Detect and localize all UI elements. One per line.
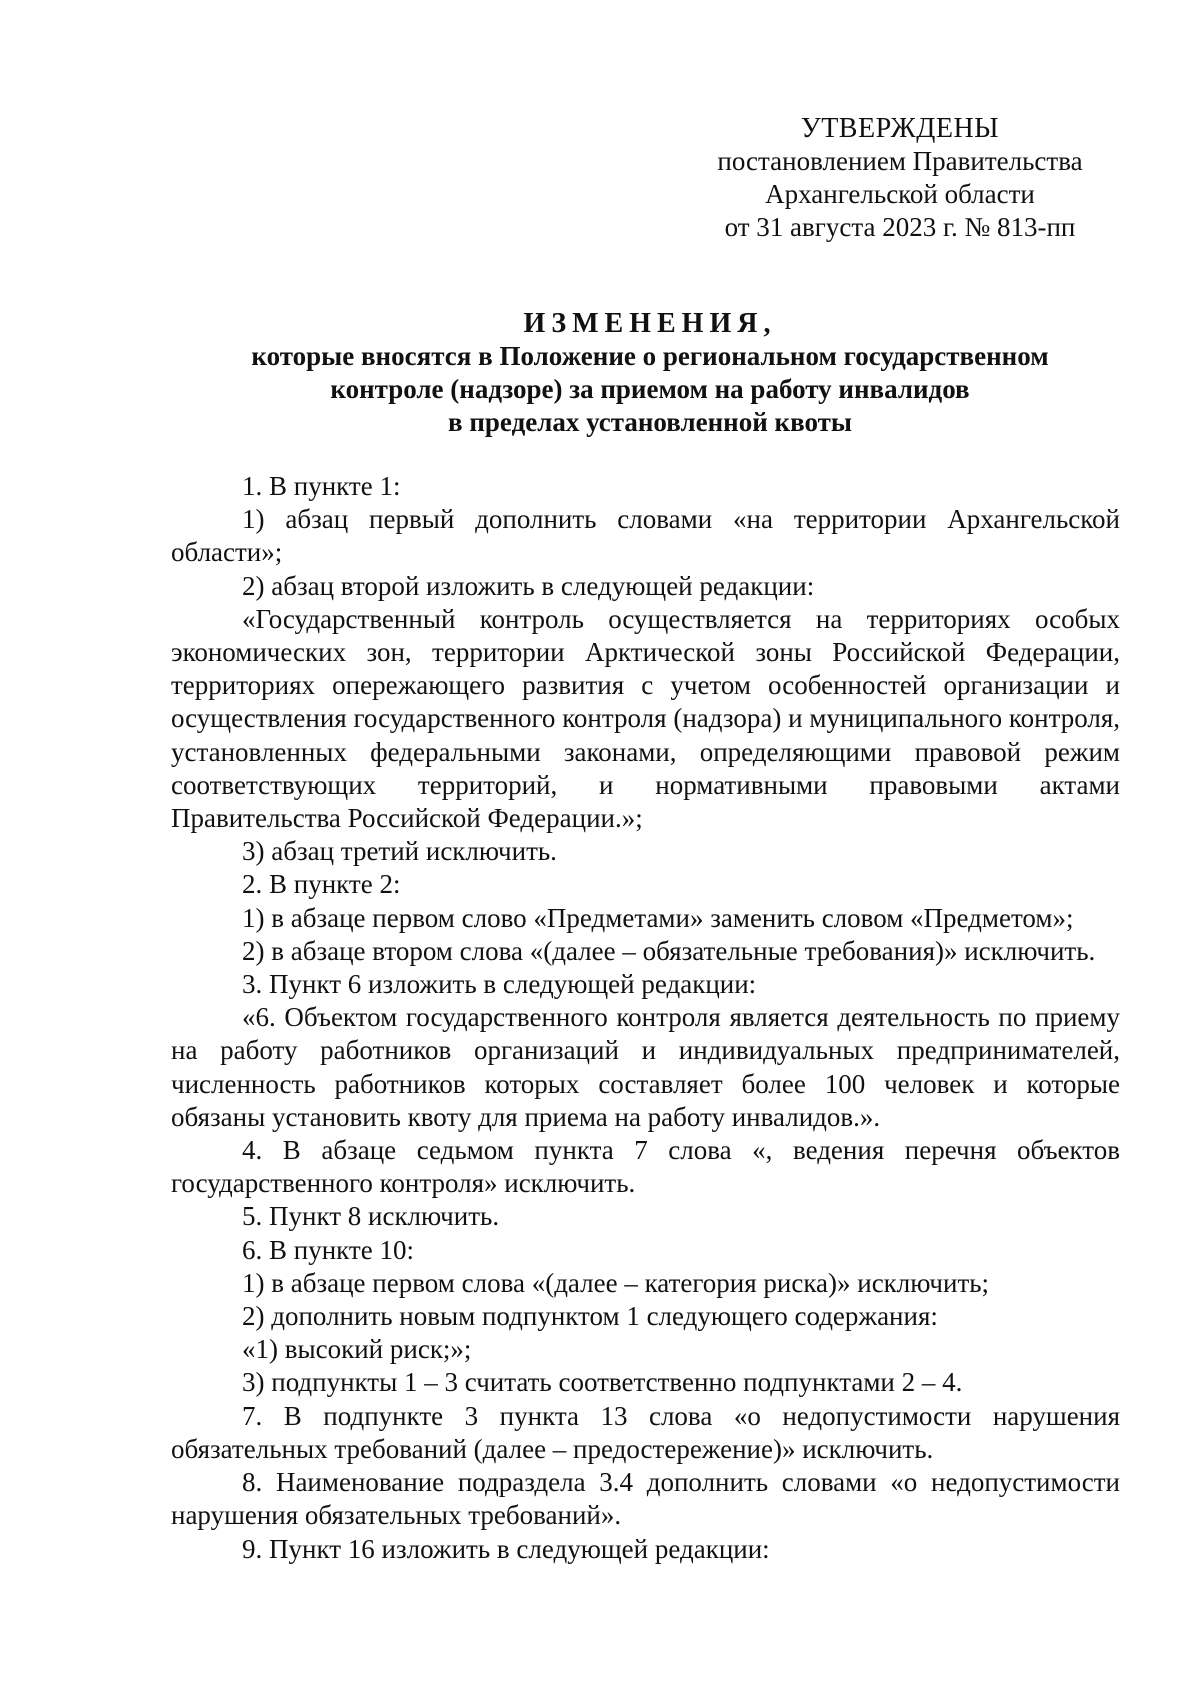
document-title xyxy=(170,307,1130,439)
paragraph: 1) в абзаце первом слово «Предметами» заменить словом «Предметом»; xyxy=(242,902,1074,933)
paragraph: 4. В абзаце седьмом пункта 7 слова «, ведения перечня объектов государственного контроля» исключить. xyxy=(171,1135,1120,1199)
paragraph: 2) в абзаце втором слова «(далее – обязательные требования)» исключить. xyxy=(242,935,1096,966)
document-body xyxy=(171,470,1120,1566)
paragraph: 5. Пункт 8 исключить. xyxy=(242,1201,500,1232)
paragraph: 1. В пункте 1: xyxy=(242,471,401,501)
approval-date-number: от 31 августа 2023 г. № 813-пп xyxy=(724,212,1076,242)
approval-heading: УТВЕРЖДЕНЫ xyxy=(800,113,1000,144)
title-heading: ИЗМЕНЕНИЯ, xyxy=(523,308,777,339)
paragraph: «Государственный контроль осуществляется на территориях особых экономических зон, территории Арктической зоны Российской Федерации, территориях опережающего развития с учетом особенностей организации и осуществления государственного контроля (надзора) и муниципального контроля, установленных федеральными законами, определяющими правовой режим соответствующих территорий, и нормативными правовыми актами Правительства Российской Федерации.»; xyxy=(171,603,1120,834)
paragraph: 3) подпункты 1 – 3 считать соответственно подпунктами 2 – 4. xyxy=(242,1367,963,1398)
title-line-1: которые вносятся в Положение о региональном государственном xyxy=(251,341,1049,371)
paragraph: 1) в абзаце первом слова «(далее – категория риска)» исключить; xyxy=(242,1267,990,1298)
paragraph: 9. Пункт 16 изложить в следующей редакции: xyxy=(242,1533,770,1564)
approval-stamp-block xyxy=(700,112,1100,244)
title-line-2: контроле (надзоре) за приемом на работу инвалидов xyxy=(330,374,970,404)
paragraph: 2) абзац второй изложить в следующей редакции: xyxy=(242,570,815,601)
paragraph: 3) абзац третий исключить. xyxy=(242,836,557,867)
paragraph: 3. Пункт 6 изложить в следующей редакции: xyxy=(242,969,757,1000)
paragraph: 8. Наименование подраздела 3.4 дополнить словами «о недопустимости нарушения обязательных требований». xyxy=(171,1467,1120,1531)
paragraph: 6. В пункте 10: xyxy=(242,1234,414,1265)
paragraph: 2. В пункте 2: xyxy=(242,869,401,900)
paragraph: «6. Объектом государственного контроля является деятельность по приему на работу работников организаций и индивидуальных предпринимателей, численность работников которых составляет более 100 человек и которые обязаны установить квоту для приема на работу инвалидов.». xyxy=(171,1002,1120,1132)
approval-line-2: Архангельской области xyxy=(765,179,1035,209)
paragraph: «1) высокий риск;»; xyxy=(242,1334,472,1365)
paragraph: 7. В подпункте 3 пункта 13 слова «о недопустимости нарушения обязательных требований (далее – предостережение)» исключить. xyxy=(171,1400,1120,1464)
title-line-3: в пределах установленной квоты xyxy=(448,407,852,437)
paragraph: 2) дополнить новым подпунктом 1 следующего содержания: xyxy=(242,1301,938,1332)
paragraph: 1) абзац первый дополнить словами «на территории Архангельской области»; xyxy=(171,504,1120,568)
approval-line-1: постановлением Правительства xyxy=(717,146,1083,176)
